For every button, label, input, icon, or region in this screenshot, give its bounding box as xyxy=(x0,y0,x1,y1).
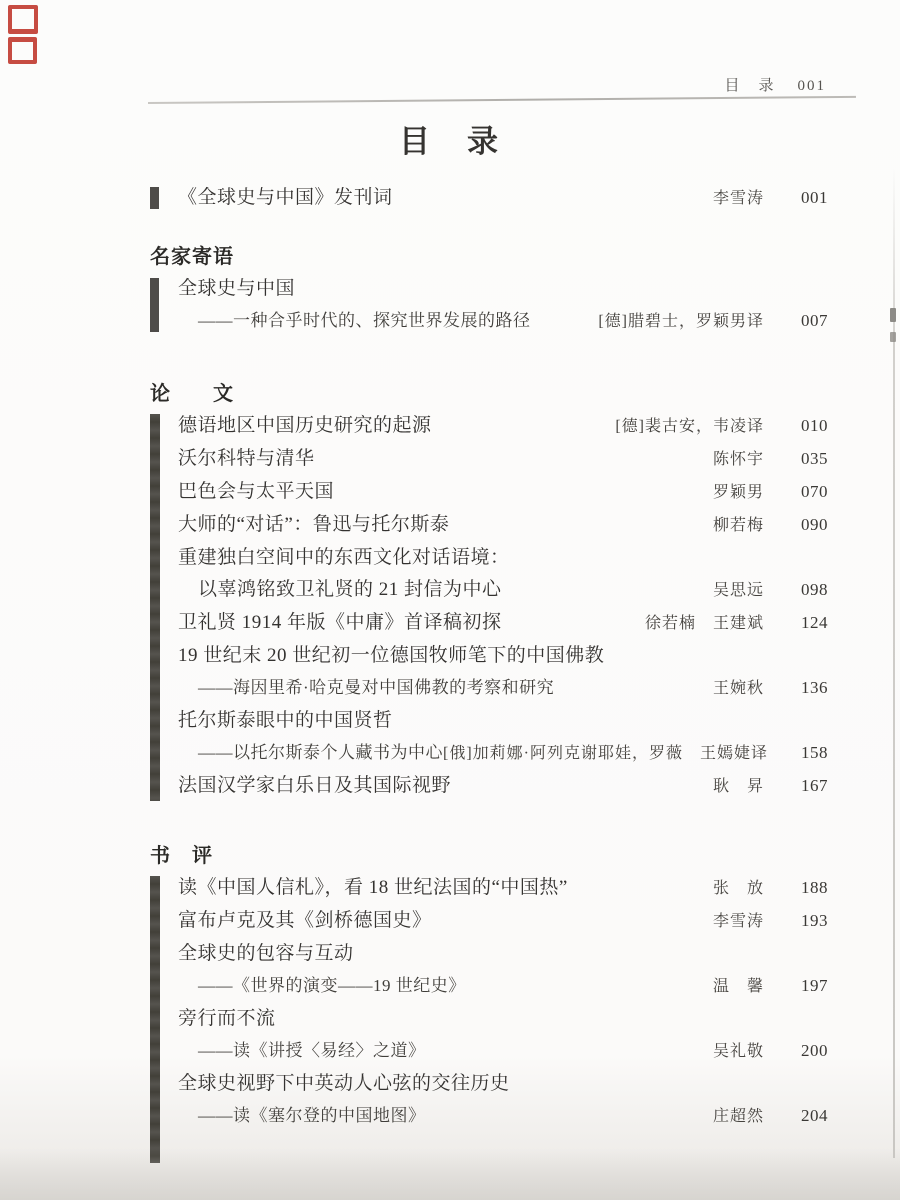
toc-entry-line xyxy=(178,905,828,938)
entry-author: 王婉秋 xyxy=(712,680,764,697)
section-heading: 书 评 xyxy=(150,845,213,867)
entry-page-number: 010 xyxy=(801,416,828,435)
toc-entry-line xyxy=(178,305,828,338)
entry-title: 全球史与中国 xyxy=(178,278,296,299)
section-entries xyxy=(150,273,828,338)
entry-page-number: 001 xyxy=(801,188,828,207)
toc-section xyxy=(150,182,828,215)
scan-edge-smudge xyxy=(890,308,896,322)
entry-title: 卫礼贤 1914 年版《中庸》首译稿初探 xyxy=(178,612,502,633)
entry-title: 巴色会与太平天国 xyxy=(178,481,335,502)
entry-title: 沃尔科特与清华 xyxy=(178,448,315,469)
toc-entry xyxy=(178,443,828,476)
toc-entry-line xyxy=(178,1068,828,1100)
running-head xyxy=(724,74,826,95)
toc-entry xyxy=(178,273,828,338)
entry-title: 《全球史与中国》发刊词 xyxy=(178,187,393,208)
entry-title: 读《中国人信札》，看 18 世纪法国的“中国热” xyxy=(178,877,568,898)
toc-entry-line xyxy=(178,542,828,574)
entry-title: 旁行而不流 xyxy=(178,1008,276,1029)
entry-page-number: 035 xyxy=(801,449,828,468)
entry-page-number: 167 xyxy=(801,776,828,795)
entry-title: 重建独白空间中的东西文化对话语境： xyxy=(178,547,510,568)
entry-author: 罗颖男 xyxy=(712,484,764,501)
toc-entry-line xyxy=(178,476,828,509)
entry-author: 庄超然 xyxy=(712,1108,764,1125)
entry-author: 温 馨 xyxy=(712,978,764,995)
toc-entry xyxy=(178,1068,828,1133)
toc-section xyxy=(150,241,828,338)
toc-entry-line xyxy=(178,607,828,640)
entry-page-number: 007 xyxy=(801,311,828,330)
toc-section xyxy=(150,840,828,1133)
entry-title: 德语地区中国历史研究的起源 xyxy=(178,415,432,436)
section-entries xyxy=(150,410,828,803)
entry-author: 李雪涛 xyxy=(712,190,764,207)
entry-author: 张 放 xyxy=(712,880,764,897)
toc-entry-line xyxy=(178,509,828,542)
section-heading: 论 文 xyxy=(150,383,234,405)
toc-entry xyxy=(178,182,828,215)
entry-title: ——海因里希·哈克曼对中国佛教的考察和研究 xyxy=(198,678,555,697)
entry-title: ——《世界的演变——19 世纪史》 xyxy=(198,976,466,995)
entry-author: 徐若楠 王建斌 xyxy=(644,615,764,632)
toc-entry-line xyxy=(178,672,828,705)
toc-entry-line xyxy=(178,574,828,607)
entry-title: 法国汉学家白乐日及其国际视野 xyxy=(178,775,452,796)
entry-author: 陈怀宇 xyxy=(712,451,764,468)
red-corner-mark xyxy=(8,5,38,34)
entry-title: ——读《塞尔登的中国地图》 xyxy=(198,1106,426,1125)
toc-entry xyxy=(178,607,828,640)
entry-page-number: 200 xyxy=(801,1041,828,1060)
toc-entry-line xyxy=(178,1100,828,1133)
entry-title: ——一种合乎时代的、探究世界发展的路径 xyxy=(198,311,531,330)
entry-author: 李雪涛 xyxy=(712,913,764,930)
running-head-title: 目 录 xyxy=(724,78,776,94)
entry-page-number: 197 xyxy=(801,976,828,995)
toc-entry xyxy=(178,1003,828,1068)
section-heading: 名家寄语 xyxy=(150,246,234,268)
entry-author: [德]裴古安，韦凌译 xyxy=(615,418,764,435)
toc-entry xyxy=(178,640,828,705)
toc-entry-line xyxy=(178,640,828,672)
toc-entry-line xyxy=(178,182,828,215)
scan-bottom-shadow xyxy=(0,1148,900,1200)
page-title: 目 录 xyxy=(399,124,501,159)
toc-entry-line xyxy=(178,970,828,1003)
entry-author: 耿 昇 xyxy=(712,778,764,795)
entry-page-number: 136 xyxy=(801,678,828,697)
entry-title: ——读《讲授〈易经〉之道》 xyxy=(198,1041,426,1060)
section-entries xyxy=(150,872,828,1133)
toc-entry-line xyxy=(178,443,828,476)
entry-page-number: 070 xyxy=(801,482,828,501)
toc-entry-line xyxy=(178,737,828,770)
entry-page-number: 193 xyxy=(801,911,828,930)
section-entries xyxy=(150,182,828,215)
entry-page-number: 188 xyxy=(801,878,828,897)
toc-entry-line xyxy=(178,1035,828,1068)
entry-title: 全球史的包容与互动 xyxy=(178,943,354,964)
toc-entry xyxy=(178,905,828,938)
entry-page-number: 124 xyxy=(801,613,828,632)
entry-title: 全球史视野下中英动人心弦的交往历史 xyxy=(178,1073,510,1094)
entry-author: [德]腊碧士，罗颖男译 xyxy=(598,313,764,330)
entry-page-number: 158 xyxy=(801,743,828,762)
entry-author: [俄]加莉娜·阿列克谢耶娃，罗薇 王嫣婕译 xyxy=(443,745,768,762)
entry-author: 柳若梅 xyxy=(712,517,764,534)
toc-entry xyxy=(178,770,828,803)
entry-title: ——以托尔斯泰个人藏书为中心 xyxy=(198,743,443,762)
toc-entry-line xyxy=(178,273,828,305)
entry-page-number: 204 xyxy=(801,1106,828,1125)
toc-section xyxy=(150,378,828,803)
entry-page-number: 090 xyxy=(801,515,828,534)
entry-author: 吴礼敬 xyxy=(712,1043,764,1060)
toc-entry xyxy=(178,476,828,509)
entry-title: 19 世纪末 20 世纪初一位德国牧师笔下的中国佛教 xyxy=(178,645,605,666)
entry-title: 大师的“对话”：鲁迅与托尔斯泰 xyxy=(178,514,450,535)
entry-author: 吴思远 xyxy=(712,582,764,599)
entry-title: 以辜鸿铭致卫礼贤的 21 封信为中心 xyxy=(198,579,502,600)
toc-entry xyxy=(178,938,828,1003)
red-corner-mark xyxy=(8,37,37,64)
running-head-page-number: 001 xyxy=(797,78,826,94)
scan-edge-smudge xyxy=(890,332,896,342)
toc-entry xyxy=(178,509,828,542)
header-divider-line xyxy=(148,96,856,104)
entry-title: 托尔斯泰眼中的中国贤哲 xyxy=(178,710,393,731)
toc-entry xyxy=(178,542,828,607)
entry-page-number: 098 xyxy=(801,580,828,599)
entry-title: 富布卢克及其《剑桥德国史》 xyxy=(178,910,432,931)
toc-entry-line xyxy=(178,1003,828,1035)
toc-entry-line xyxy=(178,705,828,737)
toc-entry-line xyxy=(178,872,828,905)
toc-entry xyxy=(178,410,828,443)
toc-entry-line xyxy=(178,770,828,803)
toc-entry-line xyxy=(178,938,828,970)
toc-entry xyxy=(178,705,828,770)
toc xyxy=(150,182,828,1133)
toc-entry-line xyxy=(178,410,828,443)
toc-entry xyxy=(178,872,828,905)
